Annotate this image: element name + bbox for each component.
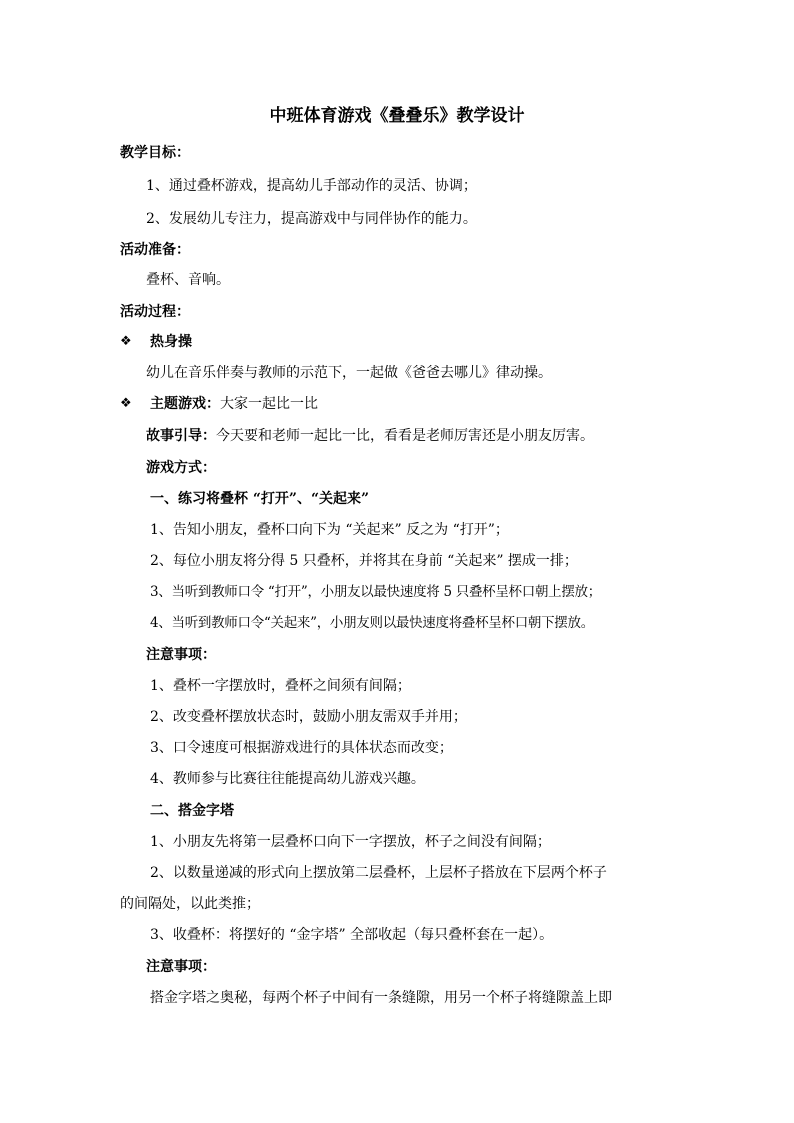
part1-step-3: 3、当听到教师口令 “打开”，小朋友以最快速度将 5 只叠杯呈杯口朝上摆放； — [150, 584, 601, 600]
warmup-heading: 热身操 — [150, 334, 192, 350]
notes1-item-2: 2、改变叠杯摆放状态时，鼓励小朋友需双手并用； — [150, 709, 467, 725]
method-heading: 游戏方式： — [146, 460, 216, 476]
part2-heading: 二、搭金字塔 — [150, 803, 234, 819]
part1-step-1: 1、告知小朋友，叠杯口向下为 “关起来” 反之为 “打开”； — [150, 522, 509, 538]
goal-item-2: 2、发展幼儿专注力，提高游戏中与同伴协作的能力。 — [146, 211, 477, 227]
part2-step-1: 1、小朋友先将第一层叠杯口向下一字摆放，杯子之间没有间隔； — [150, 834, 551, 850]
notes1-item-3: 3、口令速度可根据游戏进行的具体状态而改变； — [150, 740, 453, 756]
page-title: 中班体育游戏《叠叠乐》教学设计 — [269, 106, 525, 126]
prep-text: 叠杯、音响。 — [146, 272, 230, 288]
part1-step-4: 4、当听到教师口令“关起来”，小朋友则以最快速度将叠杯呈杯口朝下摆放。 — [150, 615, 594, 631]
intro-line — [146, 426, 594, 446]
part2-step-2-line-1: 2、以数量递减的形式向上摆放第二层叠杯，上层杯子搭放在下层两个杯子 — [150, 865, 607, 881]
part1-step-2: 2、每位小朋友将分得 5 只叠杯，并将其在身前 “关起来” 摆成一排； — [150, 553, 578, 569]
goal-item-1: 1、通过叠杯游戏，提高幼儿手部动作的灵活、协调； — [146, 178, 477, 194]
notes1-item-1: 1、叠杯一字摆放时，叠杯之间须有间隔； — [150, 678, 411, 694]
diamond-bullet-icon: ❖ — [120, 396, 132, 411]
diamond-bullet-icon: ❖ — [120, 334, 132, 349]
process-heading: 活动过程： — [120, 304, 190, 320]
notes2-text: 搭金字塔之奥秘，每两个杯子中间有一条缝隙，用另一个杯子将缝隙盖上即 — [150, 990, 612, 1006]
goals-heading: 教学目标： — [120, 145, 190, 161]
part2-step-2-line-2: 的间隔处，以此类推； — [120, 896, 260, 912]
intro-value: 今天要和老师一起比一比，看看是老师厉害还是小朋友厉害。 — [216, 428, 594, 444]
notes-heading-2: 注意事项： — [146, 959, 216, 975]
theme-label: 主题游戏： — [150, 396, 220, 412]
notes1-item-4: 4、教师参与比赛往往能提高幼儿游戏兴趣。 — [150, 771, 425, 787]
part1-heading: 一、练习将叠杯 “打开”、“关起来” — [150, 491, 370, 507]
warmup-text: 幼儿在音乐伴奏与教师的示范下，一起做《爸爸去哪儿》律动操。 — [146, 365, 552, 381]
theme-value: 大家一起比一比 — [220, 396, 318, 412]
theme-line — [150, 394, 318, 414]
part2-step-3: 3、收叠杯：将摆好的 “金字塔” 全部收起（每只叠杯套在一起）。 — [150, 927, 554, 943]
notes-heading-1: 注意事项： — [146, 647, 216, 663]
prep-heading: 活动准备： — [120, 242, 190, 258]
intro-label: 故事引导： — [146, 428, 216, 444]
